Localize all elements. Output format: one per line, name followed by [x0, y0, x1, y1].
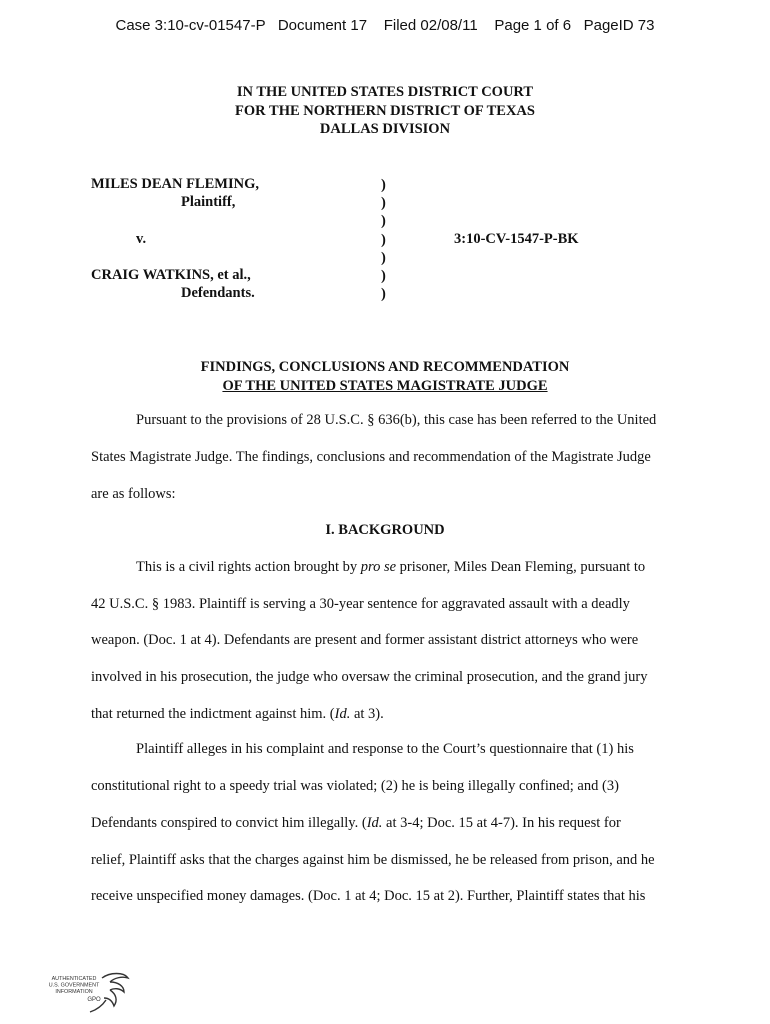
seal-line-1: AUTHENTICATED — [51, 976, 97, 982]
court-heading — [0, 83, 770, 139]
seal-line-3: INFORMATION — [55, 989, 93, 995]
header-filed: Filed 02/08/11 — [383, 17, 478, 34]
court-line-1: IN THE UNITED STATES DISTRICT COURT — [236, 84, 534, 100]
section-heading-background: I. BACKGROUND — [325, 522, 445, 538]
bg-p1-line-2: 42 U.S.C. § 1983. Plaintiff is serving a 30-year sentence for aggravated assault with a deadly — [91, 596, 630, 612]
header-document: Document 17 — [277, 17, 368, 34]
header-pageid: PageID 73 — [583, 17, 655, 34]
case-number: 3:10-CV-1547-P-BK — [454, 231, 579, 247]
paren: ) — [381, 267, 386, 284]
defendant-role: Defendants. — [181, 285, 255, 301]
court-line-3: DALLAS DIVISION — [319, 121, 451, 137]
plaintiff-role: Plaintiff, — [181, 194, 236, 210]
bg-p1-line-5: that returned the indictment against him. (Id. at 3). — [91, 706, 384, 722]
gpo-authentication-seal — [44, 970, 134, 1016]
paren: ) — [381, 249, 386, 266]
defendant-name: CRAIG WATKINS, et al., — [91, 267, 251, 283]
header-case: Case 3:10-cv-01547-P — [115, 17, 266, 34]
intro-line-2: States Magistrate Judge. The findings, conclusions and recommendation of the Magistrate Judge — [91, 449, 651, 465]
bg-p2-line-1: Plaintiff alleges in his complaint and response to the Court’s questionnaire that (1) his — [136, 741, 634, 757]
title-line-1: FINDINGS, CONCLUSIONS AND RECOMMENDATION — [200, 359, 570, 375]
bg-p1-line-4: involved in his prosecution, the judge who oversaw the criminal prosecution, and the grand jury — [91, 669, 648, 685]
paren: ) — [381, 213, 386, 230]
filing-header — [0, 17, 770, 34]
paren: ) — [381, 231, 386, 248]
document-title — [0, 358, 770, 395]
bg-p2-line-3: Defendants conspired to convict him illegally. (Id. at 3-4; Doc. 15 at 4-7). In his request for — [91, 815, 621, 831]
bg-p2-line-2: constitutional right to a speedy trial was violated; (2) he is being illegally confined; and (3) — [91, 778, 619, 794]
bg-p2-line-5: receive unspecified money damages. (Doc. 1 at 4; Doc. 15 at 2). Further, Plaintiff states that his — [91, 888, 646, 904]
court-line-2: FOR THE NORTHERN DISTRICT OF TEXAS — [235, 102, 535, 119]
intro-line-1: Pursuant to the provisions of 28 U.S.C. § 636(b), this case has been referred to the United — [136, 412, 657, 428]
versus: v. — [136, 231, 147, 247]
seal-line-2: U.S. GOVERNMENT — [48, 982, 100, 989]
seal-line-4: GPO — [87, 997, 101, 1003]
intro-line-3: are as follows: — [91, 486, 176, 502]
bg-p2-line-4: relief, Plaintiff asks that the charges against him be dismissed, he be released from prison, and he — [91, 852, 655, 868]
paren: ) — [381, 177, 386, 193]
header-page: Page 1 of 6 — [494, 17, 572, 34]
plaintiff-name: MILES DEAN FLEMING, — [91, 176, 259, 192]
bg-p1-line-1: This is a civil rights action brought by pro se prisoner, Miles Dean Fleming, pursuant to — [136, 559, 646, 575]
caption-parens — [381, 176, 386, 303]
paren: ) — [381, 286, 386, 303]
title-line-2: OF THE UNITED STATES MAGISTRATE JUDGE — [222, 377, 548, 394]
paren: ) — [381, 195, 386, 212]
bg-p1-line-3: weapon. (Doc. 1 at 4). Defendants are present and former assistant district attorneys who were — [91, 632, 639, 648]
